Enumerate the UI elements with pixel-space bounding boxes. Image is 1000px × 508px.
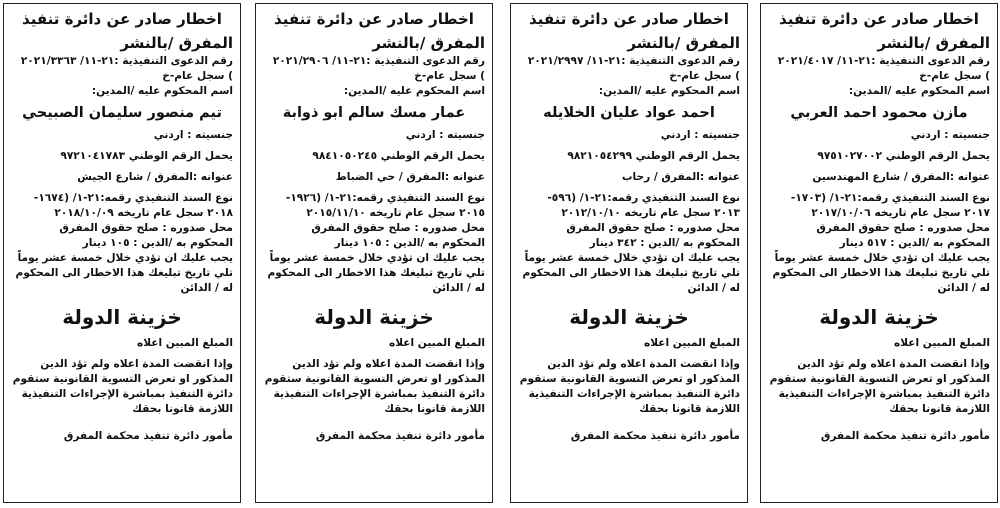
issuing-court: محل صدوره : صلح حقوق المفرق	[816, 222, 990, 234]
warning-line-2: تلي تاريخ تبليغك هذا الاخطار الى المحكوم	[772, 267, 990, 279]
nationality: جنسيته : اردني	[910, 129, 990, 141]
closing-line-3: دائرة التنفيذ بمباشرة الإجراءات التنفيذية	[778, 388, 990, 400]
debtor-label: اسم المحكوم عليه /المدين:	[91, 85, 233, 97]
closing-line-1: وإذا انقضت المدة اعلاه ولم تؤد الدين	[797, 358, 990, 370]
closing-line-4: اللازمة قانونا بحقك	[889, 403, 990, 415]
address: عنوانه :المفرق / شارع الجيش	[77, 171, 233, 183]
address: عنوانه :المفرق / حي الضباط	[335, 171, 485, 183]
debtor-name: عمار مسك سالم ابو ذوابة	[282, 105, 466, 121]
closing-line-2: المذكور او تعرض التسوية القانونية ستقوم	[264, 373, 485, 385]
warning-line-2: تلي تاريخ تبليغك هذا الاخطار الى المحكوم	[267, 267, 485, 279]
notice-place: المفرق /بالنشر	[372, 34, 485, 52]
document-date: ٢٠١٥ سجل عام تاريخه ٢٠١٥/١١/١٠	[306, 207, 485, 219]
notice-place: المفرق /بالنشر	[877, 34, 990, 52]
warning-line-1: يجب عليك ان تؤدي خلال خمسة عشر يوماً	[774, 252, 990, 264]
notice-title: اخطار صادر عن دائرة تنفيذ	[22, 10, 222, 28]
notice-title: اخطار صادر عن دائرة تنفيذ	[274, 10, 474, 28]
closing-line-1: وإذا انقضت المدة اعلاه ولم تؤد الدين	[547, 358, 740, 370]
issuing-court: محل صدوره : صلح حقوق المفرق	[566, 222, 740, 234]
notice-card	[760, 3, 998, 503]
closing-line-4: اللازمة قانونا بحقك	[384, 403, 485, 415]
amount-note: المبلغ المبين اعلاه	[388, 337, 485, 349]
closing-line-1: وإذا انقضت المدة اعلاه ولم تؤد الدين	[292, 358, 485, 370]
document-type: نوع السند التنفيذي رقمه:٢١-١/ (١٦٧٤-	[33, 192, 233, 204]
amount-note: المبلغ المبين اعلاه	[136, 337, 233, 349]
amount-note: المبلغ المبين اعلاه	[893, 337, 990, 349]
debtor-name: مازن محمود احمد العربي	[790, 105, 968, 121]
record-type: ) سجل عام-خ	[414, 70, 485, 82]
case-number: رقم الدعوى التنفيذية :٢١-١١/ ٢٠٢١/٢٩٠٦	[272, 55, 485, 67]
issuing-court: محل صدوره : صلح حقوق المفرق	[59, 222, 233, 234]
document-type: نوع السند التنفيذي رقمه:٢١-١/ (١٧٠٣-	[790, 192, 990, 204]
amount-note: المبلغ المبين اعلاه	[643, 337, 740, 349]
record-type: ) سجل عام-خ	[919, 70, 990, 82]
closing-line-4: اللازمة قانونا بحقك	[132, 403, 233, 415]
closing-line-3: دائرة التنفيذ بمباشرة الإجراءات التنفيذية	[21, 388, 233, 400]
case-number: رقم الدعوى التنفيذية :٢١-١١/ ٢٠٢١/٢٩٩٧	[527, 55, 740, 67]
warning-line-3: له / الدائن	[687, 282, 740, 294]
state-treasury: خزينة الدولة	[819, 305, 939, 329]
record-type: ) سجل عام-خ	[162, 70, 233, 82]
closing-line-3: دائرة التنفيذ بمباشرة الإجراءات التنفيذية	[273, 388, 485, 400]
warning-line-1: يجب عليك ان تؤدي خلال خمسة عشر يوماً	[269, 252, 485, 264]
debtor-name: احمد عواد عليان الخلايله	[543, 105, 715, 121]
warning-line-3: له / الدائن	[180, 282, 233, 294]
address: عنوانه :المفرق / شارع المهندسين	[812, 171, 990, 183]
debtor-label: اسم المحكوم عليه /المدين:	[343, 85, 485, 97]
warning-line-3: له / الدائن	[432, 282, 485, 294]
notice-place: المفرق /بالنشر	[120, 34, 233, 52]
national-id: يحمل الرقم الوطني ٩٨٢١٠٥٤٢٩٩	[567, 150, 740, 162]
case-number: رقم الدعوى التنفيذية :٢١-١١/ ٢٠٢١/٤٠١٧	[777, 55, 990, 67]
signature: مأمور دائرة تنفيذ محكمة المفرق	[63, 430, 233, 442]
notice-card	[510, 3, 748, 503]
state-treasury: خزينة الدولة	[569, 305, 689, 329]
document-type: نوع السند التنفيذي رقمه:٢١-١/ (١٩٢٦-	[285, 192, 485, 204]
state-treasury: خزينة الدولة	[314, 305, 434, 329]
notice-title: اخطار صادر عن دائرة تنفيذ	[529, 10, 729, 28]
notice-card	[3, 3, 241, 503]
warning-line-1: يجب عليك ان تؤدي خلال خمسة عشر يوماً	[17, 252, 233, 264]
debt-amount: المحكوم به /الدين : ١٠٥ دينار	[334, 237, 485, 249]
closing-line-4: اللازمة قانونا بحقك	[639, 403, 740, 415]
debtor-label: اسم المحكوم عليه /المدين:	[848, 85, 990, 97]
nationality: جنسيته : اردني	[660, 129, 740, 141]
address: عنوانه :المفرق / رحاب	[621, 171, 740, 183]
closing-line-2: المذكور او تعرض التسوية القانونية ستقوم	[12, 373, 233, 385]
closing-line-2: المذكور او تعرض التسوية القانونية ستقوم	[769, 373, 990, 385]
signature: مأمور دائرة تنفيذ محكمة المفرق	[315, 430, 485, 442]
debtor-label: اسم المحكوم عليه /المدين:	[598, 85, 740, 97]
national-id: يحمل الرقم الوطني ٩٧٢١٠٤١٧٨٣	[60, 150, 233, 162]
document-date: ٢٠١٨ سجل عام تاريخه ٢٠١٨/١٠/٠٩	[54, 207, 233, 219]
document-type: نوع السند التنفيذي رقمه:٢١-١/ (٥٩٦-	[547, 192, 740, 204]
nationality: جنسيته : اردني	[153, 129, 233, 141]
closing-line-3: دائرة التنفيذ بمباشرة الإجراءات التنفيذية	[528, 388, 740, 400]
national-id: يحمل الرقم الوطني ٩٧٥١٠٢٧٠٠٢	[817, 150, 990, 162]
document-date: ٢٠١٧ سجل عام تاريخه ٢٠١٧/١٠/٠٦	[811, 207, 990, 219]
debtor-name: تيم منصور سليمان الصبيحي	[22, 105, 222, 121]
document-date: ٢٠١٣ سجل عام تاريخه ٢٠١٢/١٠/١٠	[561, 207, 740, 219]
state-treasury: خزينة الدولة	[62, 305, 182, 329]
record-type: ) سجل عام-خ	[669, 70, 740, 82]
closing-line-2: المذكور او تعرض التسوية القانونية ستقوم	[519, 373, 740, 385]
notice-title: اخطار صادر عن دائرة تنفيذ	[779, 10, 979, 28]
issuing-court: محل صدوره : صلح حقوق المفرق	[311, 222, 485, 234]
signature: مأمور دائرة تنفيذ محكمة المفرق	[570, 430, 740, 442]
debt-amount: المحكوم به /الدين : ١٠٥ دينار	[82, 237, 233, 249]
national-id: يحمل الرقم الوطني ٩٨٤١٠٥٠٢٤٥	[312, 150, 485, 162]
nationality: جنسيته : اردني	[405, 129, 485, 141]
notice-place: المفرق /بالنشر	[627, 34, 740, 52]
warning-line-2: تلي تاريخ تبليغك هذا الاخطار الى المحكوم	[522, 267, 740, 279]
debt-amount: المحكوم به /الدين : ٣٤٢ دينار	[589, 237, 740, 249]
debt-amount: المحكوم به /الدين : ٥١٧ دينار	[839, 237, 990, 249]
warning-line-2: تلي تاريخ تبليغك هذا الاخطار الى المحكوم	[15, 267, 233, 279]
warning-line-3: له / الدائن	[937, 282, 990, 294]
signature: مأمور دائرة تنفيذ محكمة المفرق	[820, 430, 990, 442]
warning-line-1: يجب عليك ان تؤدي خلال خمسة عشر يوماً	[524, 252, 740, 264]
closing-line-1: وإذا انقضت المدة اعلاه ولم تؤد الدين	[40, 358, 233, 370]
notice-card	[255, 3, 493, 503]
case-number: رقم الدعوى التنفيذية :٢١-١١/ ٢٠٢١/٣٣٦٣	[20, 55, 233, 67]
